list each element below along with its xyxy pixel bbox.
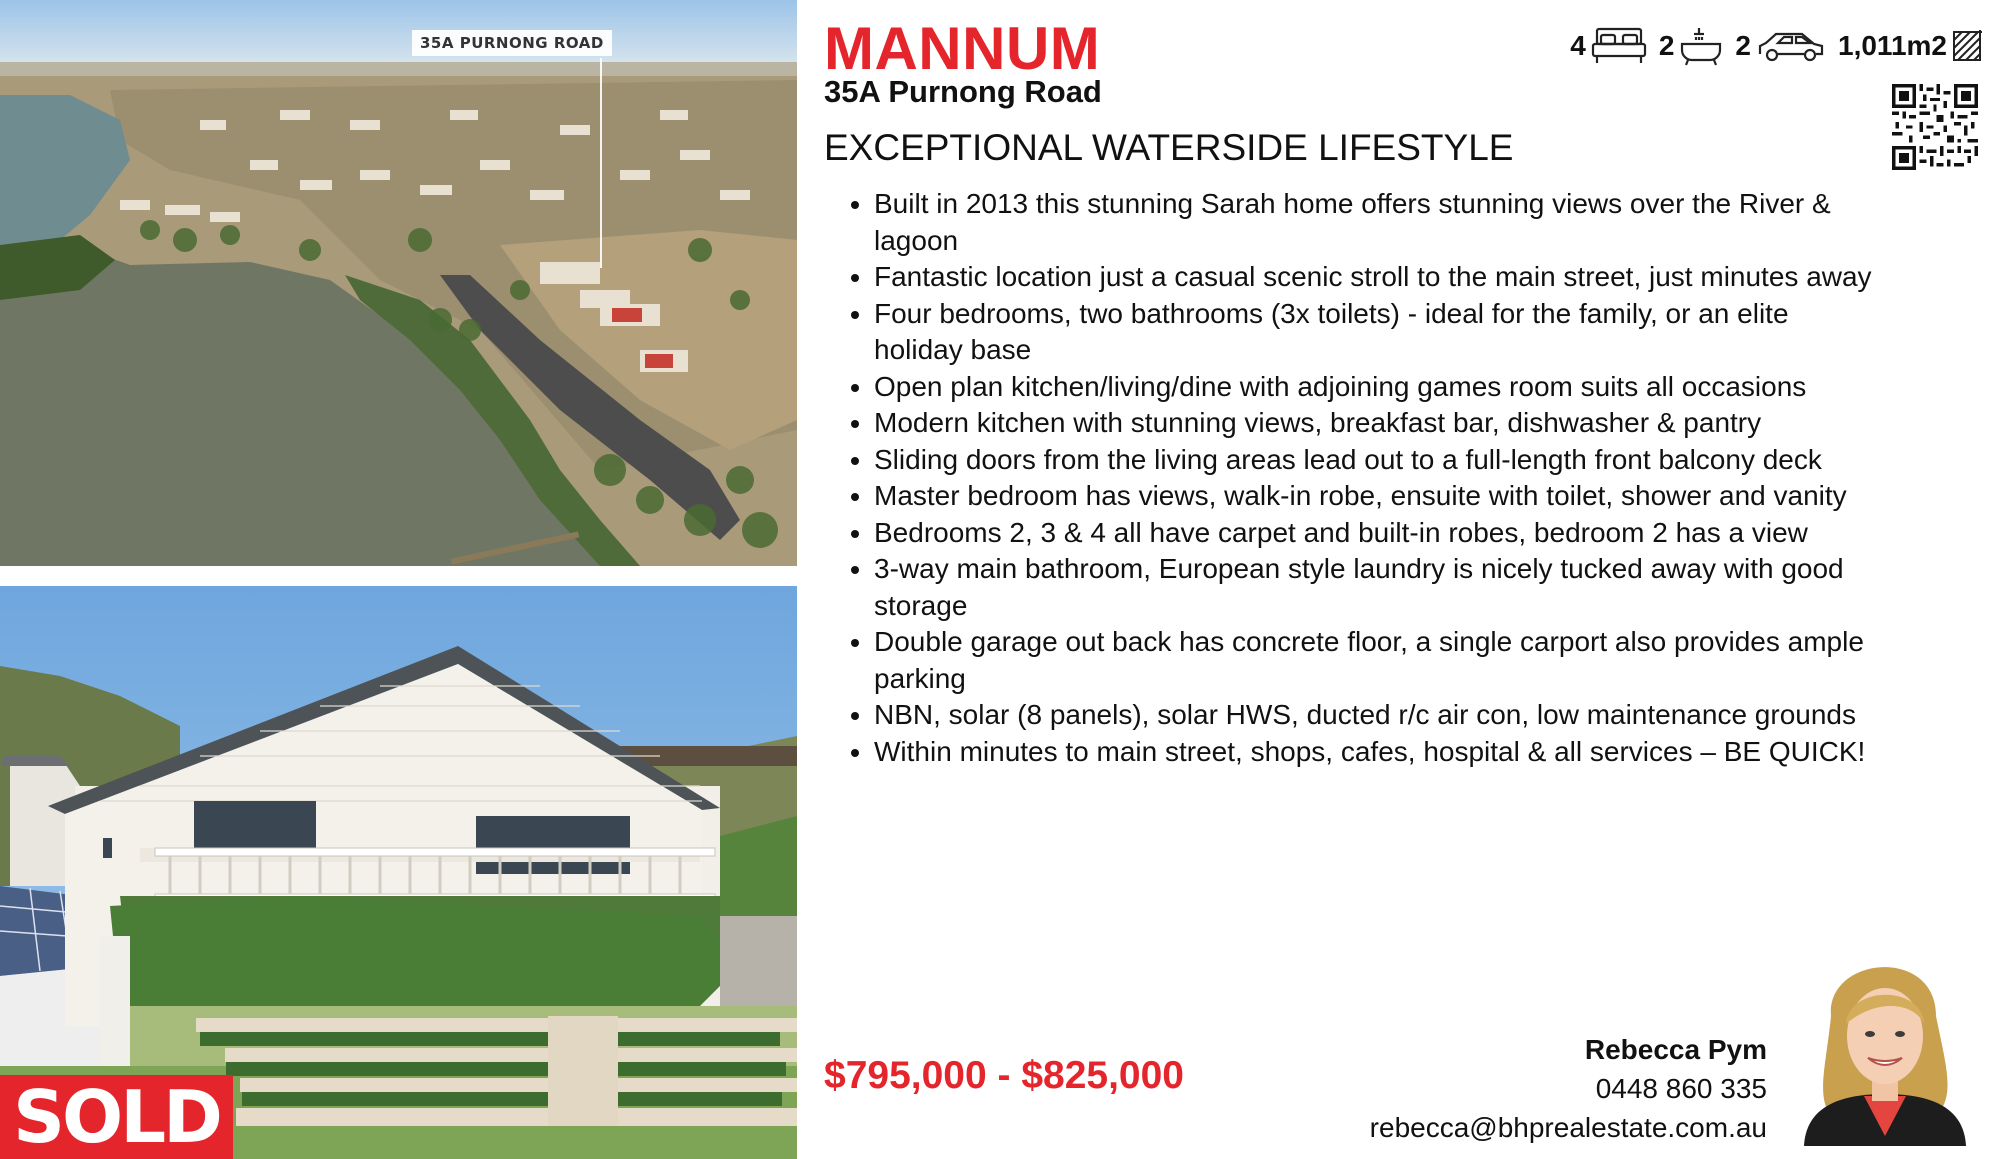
qr-code[interactable] — [1892, 84, 1978, 170]
aerial-photo — [0, 0, 797, 566]
street-address: 35A Purnong Road — [824, 74, 1102, 109]
sold-badge: SOLD — [0, 1075, 233, 1159]
list-item: • NBN, solar (8 panels), solar HWS, ducted r/c air con, low maintenance grounds — [874, 697, 1884, 734]
list-item: • 3-way main bathroom, European style laundry is nicely tucked away with good storage — [874, 551, 1884, 624]
feature-list — [846, 186, 1884, 770]
list-item: • Built in 2013 this stunning Sarah home offers stunning views over the River & lagoon — [874, 186, 1884, 259]
car-space-count: 2 — [1735, 30, 1751, 61]
list-item: • Double garage out back has concrete floor, a single carport also provides ample parking — [874, 624, 1884, 697]
listing-headline: EXCEPTIONAL WATERSIDE LIFESTYLE — [824, 127, 1514, 168]
property-features — [1558, 24, 1984, 68]
list-item: • Open plan kitchen/living/dine with adjoining games room suits all occasions — [874, 369, 1884, 406]
list-item: • Fantastic location just a casual scenic stroll to the main street, just minutes away — [874, 259, 1884, 296]
list-item: • Bedrooms 2, 3 & 4 all have carpet and built-in robes, bedroom 2 has a view — [874, 515, 1884, 552]
price-range: $795,000 - $825,000 — [824, 1054, 1184, 1097]
address-pin-line — [600, 58, 602, 268]
car-icon — [1756, 28, 1826, 64]
list-item: • Sliding doors from the living areas lead out to a full-length front balcony deck — [874, 442, 1884, 479]
list-item: • Four bedrooms, two bathrooms (3x toilets) - ideal for the family, or an elite holiday base — [874, 296, 1884, 369]
list-item: • Within minutes to main street, shops, cafes, hospital & all services – BE QUICK! — [874, 734, 1884, 771]
bedroom-count: 4 — [1570, 30, 1586, 61]
agent-contact — [1370, 1030, 1767, 1147]
agent-phone[interactable]: 0448 860 335 — [1595, 1073, 1767, 1104]
house-photo — [0, 586, 797, 1159]
agent-name: Rebecca Pym — [1584, 1034, 1767, 1065]
address-photo-tag: 35A PURNONG ROAD — [412, 30, 612, 56]
land-size: 1,011m2 — [1838, 30, 1947, 61]
bathroom-count: 2 — [1658, 30, 1675, 61]
list-item: • Modern kitchen with stunning views, breakfast bar, dishwasher & pantry — [874, 405, 1884, 442]
agent-email[interactable]: rebecca@bhprealestate.com.au — [1369, 1112, 1767, 1143]
land-size-icon — [1952, 28, 1984, 64]
agent-portrait — [1786, 936, 1984, 1146]
bath-icon — [1679, 24, 1723, 68]
suburb-title: MANNUM — [824, 15, 1101, 82]
list-item: • Master bedroom has views, walk-in robe, ensuite with toilet, shower and vanity — [874, 478, 1884, 515]
bed-icon — [1591, 26, 1647, 66]
